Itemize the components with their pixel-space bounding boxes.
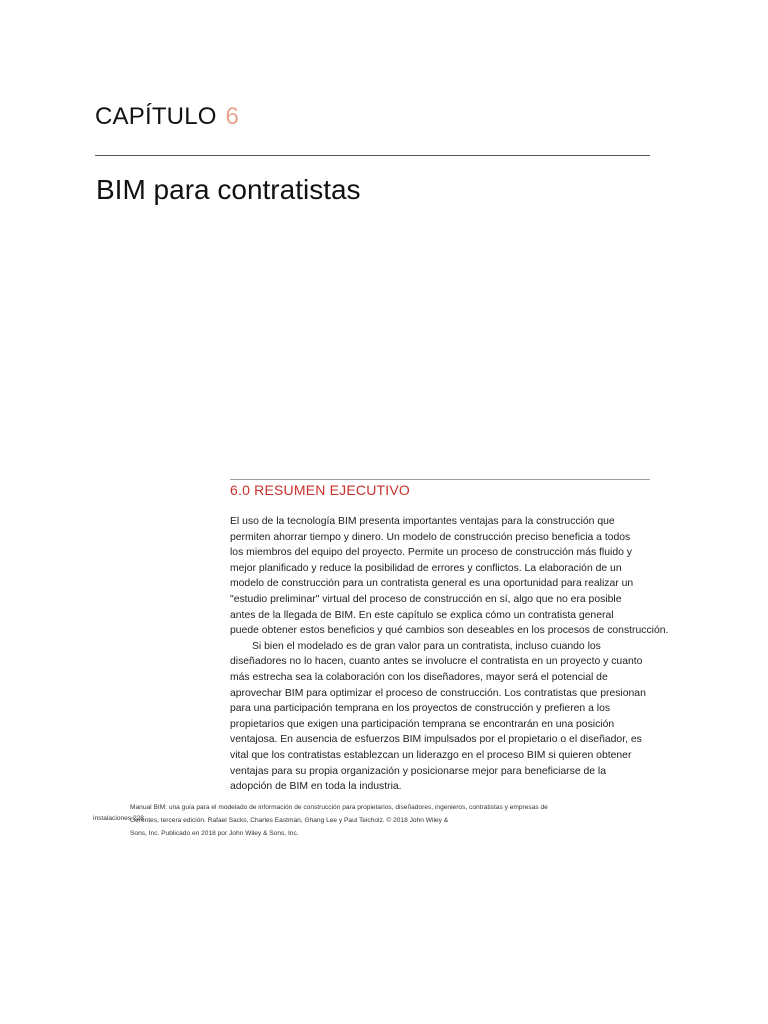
chapter-divider — [95, 155, 650, 156]
chapter-label: CAPÍTULO — [95, 103, 217, 130]
chapter-title: BIM para contratistas — [96, 174, 361, 205]
section-title: 6.0 RESUMEN EJECUTIVO — [230, 482, 411, 498]
paragraph-1: El uso de la tecnología BIM presenta importantes ventajas para la construcción que permiten ahorrar tiempo y dinero. Un modelo de construcción preciso beneficia a todos los miembros del equipo del proyecto. Permite un proceso de construcción más fluido y mejor planificado y reduce la posibilidad de errores y conflictos. La elaboración de un modelo de construcción para un contratista general es una oportunidad para realizar un "estudio preliminar" virtual del proceso de construcción en sí, algo que no era posible antes de la llegada de BIM. En este capítulo se explica cómo un contratista general puede obtener estos beneficios y qué cambios son deseables en los procesos de construcción. — [230, 516, 669, 637]
footer-citation-line-3: Sons, Inc. Publicado en 2018 por John Wiley & Sons, Inc. — [130, 830, 299, 837]
footer-page-prefix: instalaciones 228 — [93, 815, 144, 822]
footer-citation-line-2: Gerentes, tercera edición. Rafael Sacks, Charles Eastman, Ghang Lee y Paul Teicholz. © 2018 John Wiley & — [130, 817, 449, 824]
chapter-number: 6 — [225, 103, 240, 130]
paragraph-2: Si bien el modelado es de gran valor para un contratista, incluso cuando los diseñadores no lo hacen, cuanto antes se involucre el contratista en un proyecto y cuanto más estrecha sea la colaboración con los diseñadores, mayor será el potencial de aprovechar BIM para optimizar el proceso de construcción. Los contratistas que presionan para una participación temprana en los proyectos de construcción y prefieren a los propietarios que exigen una participación temprana se encontrarán en una posición ventajosa. En ausencia de esfuerzos BIM impulsados por el propietario o el diseñador, es vital que los contratistas establezcan un liderazgo en el proceso BIM si quieren obtener ventajas para su propia organización y posicionarse mejor para beneficiarse de la adopción de BIM en toda la industria. — [230, 640, 646, 793]
chapter-heading — [95, 100, 239, 134]
footer-citation-line-1: Manual BIM: una guía para el modelado de información de construcción para propietarios, diseñadores, ingenieros, contratistas y empresas de — [130, 804, 548, 811]
section-body — [230, 514, 680, 795]
